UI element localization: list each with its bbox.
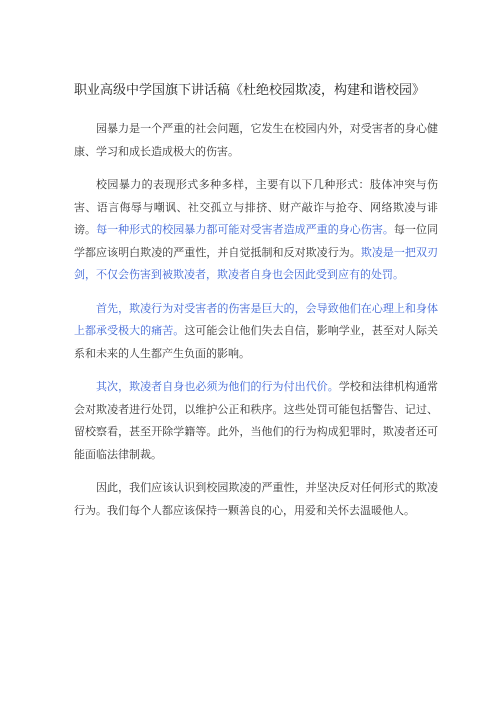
highlighted-sentence: 其次，欺凌者自身也必须为他们的行为付出代价。	[96, 380, 339, 393]
paragraph-run: 因此，我们应该认识到校园欺凌的严重性，并坚决反对任何形式的欺凌行为。我们每个人都应该保持一颗善良的心，用爱和关怀去温暖他人。	[74, 481, 438, 517]
paragraph-3	[74, 298, 438, 366]
document-title: 职业高级中学国旗下讲话稿《杜绝校园欺凌，构建和谐校园》	[74, 83, 426, 98]
paragraph-4	[74, 376, 438, 466]
highlighted-sentence: 欺凌是一把双刃剑，不仅会伤害到被欺凌者，欺凌者自身也会因此受到应有的处罚。	[74, 245, 438, 281]
document-body	[74, 118, 438, 533]
paragraph-2	[74, 174, 438, 287]
paragraph-run: 园暴力是一个严重的社会问题，它发生在校园内外，对受害者的身心健康、学习和成长造成极大的伤害。	[74, 122, 438, 158]
paragraph-run: 校园暴力的表现形式多种多样，主要有以下几种形式：肢体冲突与伤害、语言侮辱与嘲讽、社交孤立与排挤、财产敲诈与抢夺、网络欺凌与诽谤。	[74, 178, 438, 236]
paragraph-run: 学校和法律机构通常会对欺凌者进行处罚，以维护公正和秩序。这些处罚可能包括警告、记过、留校察看，甚至开除学籍等。此外，当他们的行为构成犯罪时，欺凌者还可能面临法律制裁。	[74, 380, 439, 461]
paragraph-run: 这可能会让他们失去自信，影响学业，甚至对人际关系和未来的人生都产生负面的影响。	[74, 324, 438, 360]
highlighted-sentence: 首先，欺凌行为对受害者的伤害是巨大的，会导致他们在心理上和身体上都承受极大的痛苦。	[74, 301, 438, 337]
highlighted-sentence: 每一种形式的校园暴力都可能对受害者造成严重的身心伤害。	[96, 223, 394, 236]
paragraph-1	[74, 118, 438, 163]
paragraph-run: 每一位同学都应该明白欺凌的严重性，并自觉抵制和反对欺凌行为。	[74, 223, 438, 259]
paragraph-5	[74, 477, 438, 522]
